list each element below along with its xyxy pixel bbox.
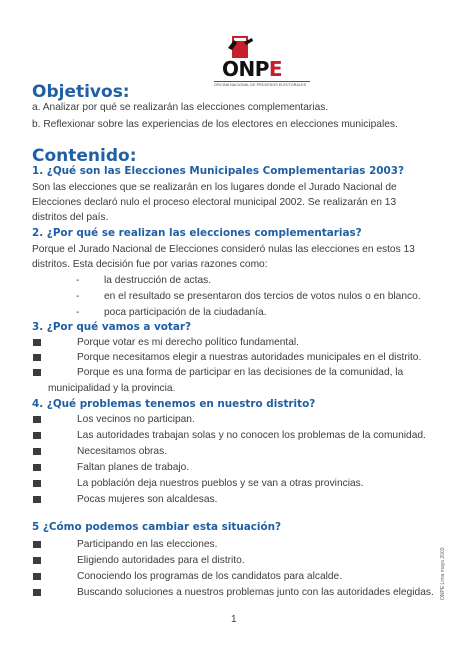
square-bullet-icon [33, 464, 41, 471]
bullet-item: Participando en las elecciones. [77, 539, 218, 550]
bullet-item: Faltan planes de trabajo. [77, 462, 190, 473]
paragraph-line: Elecciones declaró nulo el proceso electoral municipal 2002. Se realizarán en 13 [32, 197, 397, 208]
bullet-continuation: municipalidad y la provincia. [48, 383, 176, 394]
dash-marker: - [76, 291, 80, 302]
bullet-item: Las autoridades trabajan solas y no conocen los problemas de la comunidad. [77, 430, 426, 441]
bullet-item: Porque es una forma de participar en las decisiones de la comunidad, la [77, 367, 404, 378]
onpe-logo [210, 34, 306, 88]
bullet-item: Necesitamos obras. [77, 446, 168, 457]
logo-wordmark: ONPE [222, 57, 283, 81]
square-bullet-icon [33, 573, 41, 580]
objetivo-item: a. Analizar por qué se realizarán las elecciones complementarias. [32, 102, 329, 113]
contenido-heading: Contenido: [32, 146, 137, 166]
objetivo-item: b. Reflexionar sobre las experiencias de los electores en elecciones municipales. [32, 119, 398, 130]
square-bullet-icon [33, 432, 41, 439]
reason-item: poca participación de la ciudadanía. [104, 307, 267, 318]
bullet-item: Porque necesitamos elegir a nuestras autoridades municipales en el distrito. [77, 352, 422, 363]
question-title: 1. ¿Qué son las Elecciones Municipales Complementarias 2003? [32, 165, 405, 177]
reason-item: la destrucción de actas. [104, 275, 212, 286]
dash-marker: - [76, 275, 80, 286]
paragraph-line: Porque el Jurado Nacional de Elecciones consideró nulas las elecciones en estos 13 [32, 244, 415, 255]
square-bullet-icon [33, 589, 41, 596]
paragraph-line: distritos. Esta decisión fue por varias razones como: [32, 259, 268, 270]
logo-subtitle: OFICINA NACIONAL DE PROCESOS ELECTORALES [214, 81, 310, 87]
side-note: ONPE Lima mayo 2003 [440, 547, 446, 600]
square-bullet-icon [33, 480, 41, 487]
question-title: 4. ¿Qué problemas tenemos en nuestro distrito? [32, 398, 316, 410]
question-title: 5 ¿Cómo podemos cambiar esta situación? [32, 521, 282, 533]
square-bullet-icon [33, 448, 41, 455]
bullet-item: Buscando soluciones a nuestros problemas junto con las autoridades elegidas. [77, 587, 434, 598]
question-title: 3. ¿Por qué vamos a votar? [32, 321, 192, 333]
page-number: 1 [231, 614, 237, 625]
square-bullet-icon [33, 541, 41, 548]
square-bullet-icon [33, 557, 41, 564]
bullet-item: Los vecinos no participan. [77, 414, 195, 425]
bullet-item: Porque votar es mi derecho político fundamental. [77, 337, 299, 348]
square-bullet-icon [33, 369, 41, 376]
paragraph-line: Son las elecciones que se realizarán en los lugares donde el Jurado Nacional de [32, 182, 397, 193]
paragraph-line: distritos del país. [32, 212, 109, 223]
square-bullet-icon [33, 416, 41, 423]
square-bullet-icon [33, 339, 41, 346]
reason-item: en el resultado se presentaron dos tercios de votos nulos o en blanco. [104, 291, 421, 302]
question-title: 2. ¿Por qué se realizan las elecciones complementarias? [32, 227, 362, 239]
square-bullet-icon [33, 354, 41, 361]
dash-marker: - [76, 307, 80, 318]
objetivos-heading: Objetivos: [32, 82, 130, 102]
square-bullet-icon [33, 496, 41, 503]
bullet-item: Eligiendo autoridades para el distrito. [77, 555, 245, 566]
bullet-item: La población deja nuestros pueblos y se van a otras provincias. [77, 478, 364, 489]
bullet-item: Pocas mujeres son alcaldesas. [77, 494, 218, 505]
bullet-item: Conociendo los programas de los candidatos para alcalde. [77, 571, 343, 582]
